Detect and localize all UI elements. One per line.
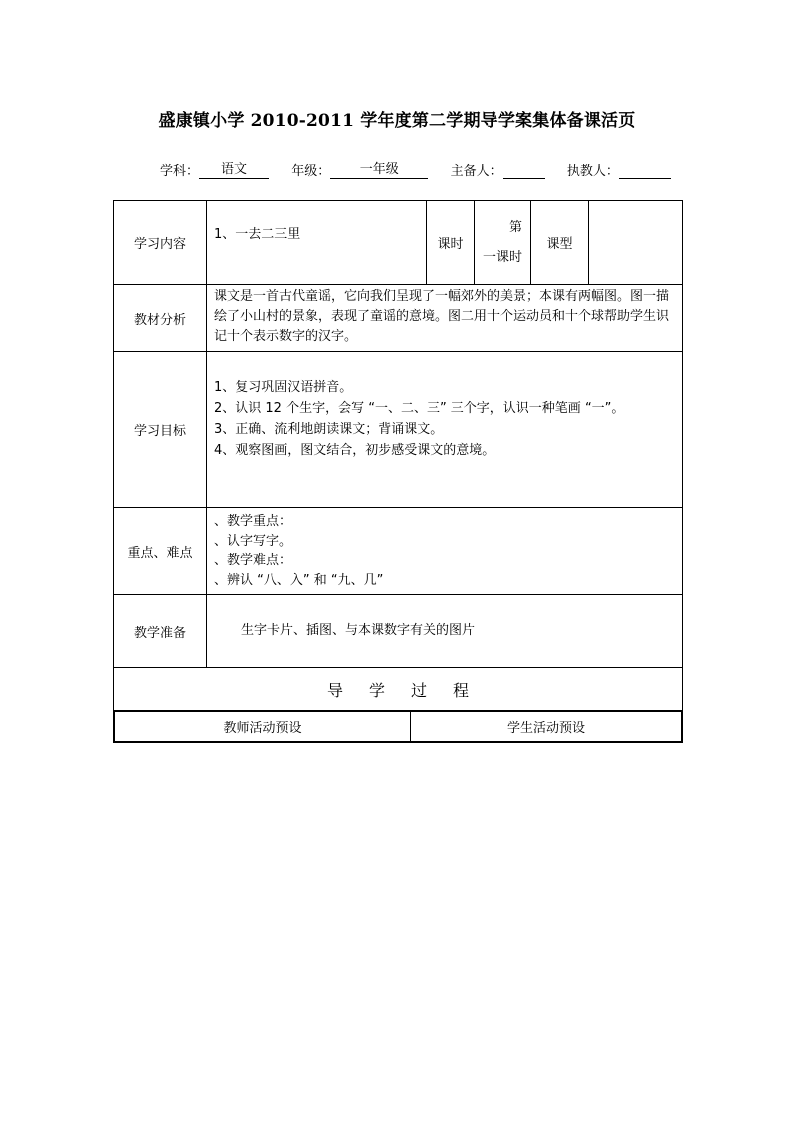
page-title: 盛康镇小学 2010-2011 学年度第二学期导学案集体备课活页 (158, 111, 636, 131)
row-analysis (114, 285, 683, 352)
goal-item: 2、认识 12 个生字，会写 “一、二、三” 三个字，认识一种笔画 “一”。 (214, 401, 625, 416)
goals-list (207, 352, 682, 465)
row-process-header (114, 668, 683, 711)
analysis-label: 教材分析 (114, 285, 207, 352)
period-value (475, 201, 531, 285)
goal-item: 4、观察图画，图文结合，初步感受课文的意境。 (214, 443, 496, 458)
row-key-points (114, 508, 683, 595)
content-label: 学习内容 (114, 201, 207, 285)
teacher-label: 执教人： (566, 164, 619, 179)
teacher-value (619, 162, 671, 179)
row-process-columns (114, 711, 683, 743)
row-content (114, 201, 683, 285)
type-label: 课型 (531, 201, 589, 285)
type-value (589, 201, 683, 285)
key-point-item: 、辨认 “八、入” 和 “九、几” (214, 572, 384, 588)
content-value: 1、一去二三里 (214, 227, 301, 242)
goal-item: 3、正确、流利地朗读课文；背诵课文。 (214, 422, 444, 437)
process-title: 导学过程 (114, 668, 683, 711)
subject-label: 学科： (160, 164, 200, 179)
period-value-line2: 一课时 (482, 249, 522, 265)
goal-item: 1、复习巩固汉语拼音。 (214, 380, 353, 395)
grade-label: 年级： (291, 164, 331, 179)
period-value-line1: 第 (508, 219, 522, 235)
preparer-label: 主备人： (450, 164, 503, 179)
key-point-item: 、教学难点： (214, 553, 293, 568)
subject-value: 语文 (199, 162, 269, 179)
key-points-list (207, 508, 682, 594)
goals-label: 学习目标 (114, 352, 207, 508)
preparer-value (503, 162, 545, 179)
teacher-activity-header: 教师活动预设 (115, 712, 411, 742)
key-point-item: 、教学重点： (214, 514, 293, 529)
process-columns (114, 711, 682, 742)
row-goals (114, 352, 683, 508)
preparation-label: 教学准备 (114, 595, 207, 668)
lesson-plan-table (113, 200, 683, 743)
period-label: 课时 (427, 201, 475, 285)
student-activity-header: 学生活动预设 (411, 712, 682, 742)
key-points-label: 重点、难点 (114, 508, 207, 595)
preparation-value: 生字卡片、插图、与本课数字有关的图片 (241, 623, 476, 638)
analysis-value: 课文是一首古代童谣，它向我们呈现了一幅郊外的美景；本课有两幅图。图一描绘了小山村的景象，表现了童谣的意境。图二用十个运动员和十个球帮助学生识记十个表示数字的汉字。 (214, 289, 670, 344)
key-point-item: 、认字写字。 (214, 533, 293, 549)
grade-value: 一年级 (330, 162, 428, 179)
row-preparation (114, 595, 683, 668)
header-meta (160, 160, 671, 179)
